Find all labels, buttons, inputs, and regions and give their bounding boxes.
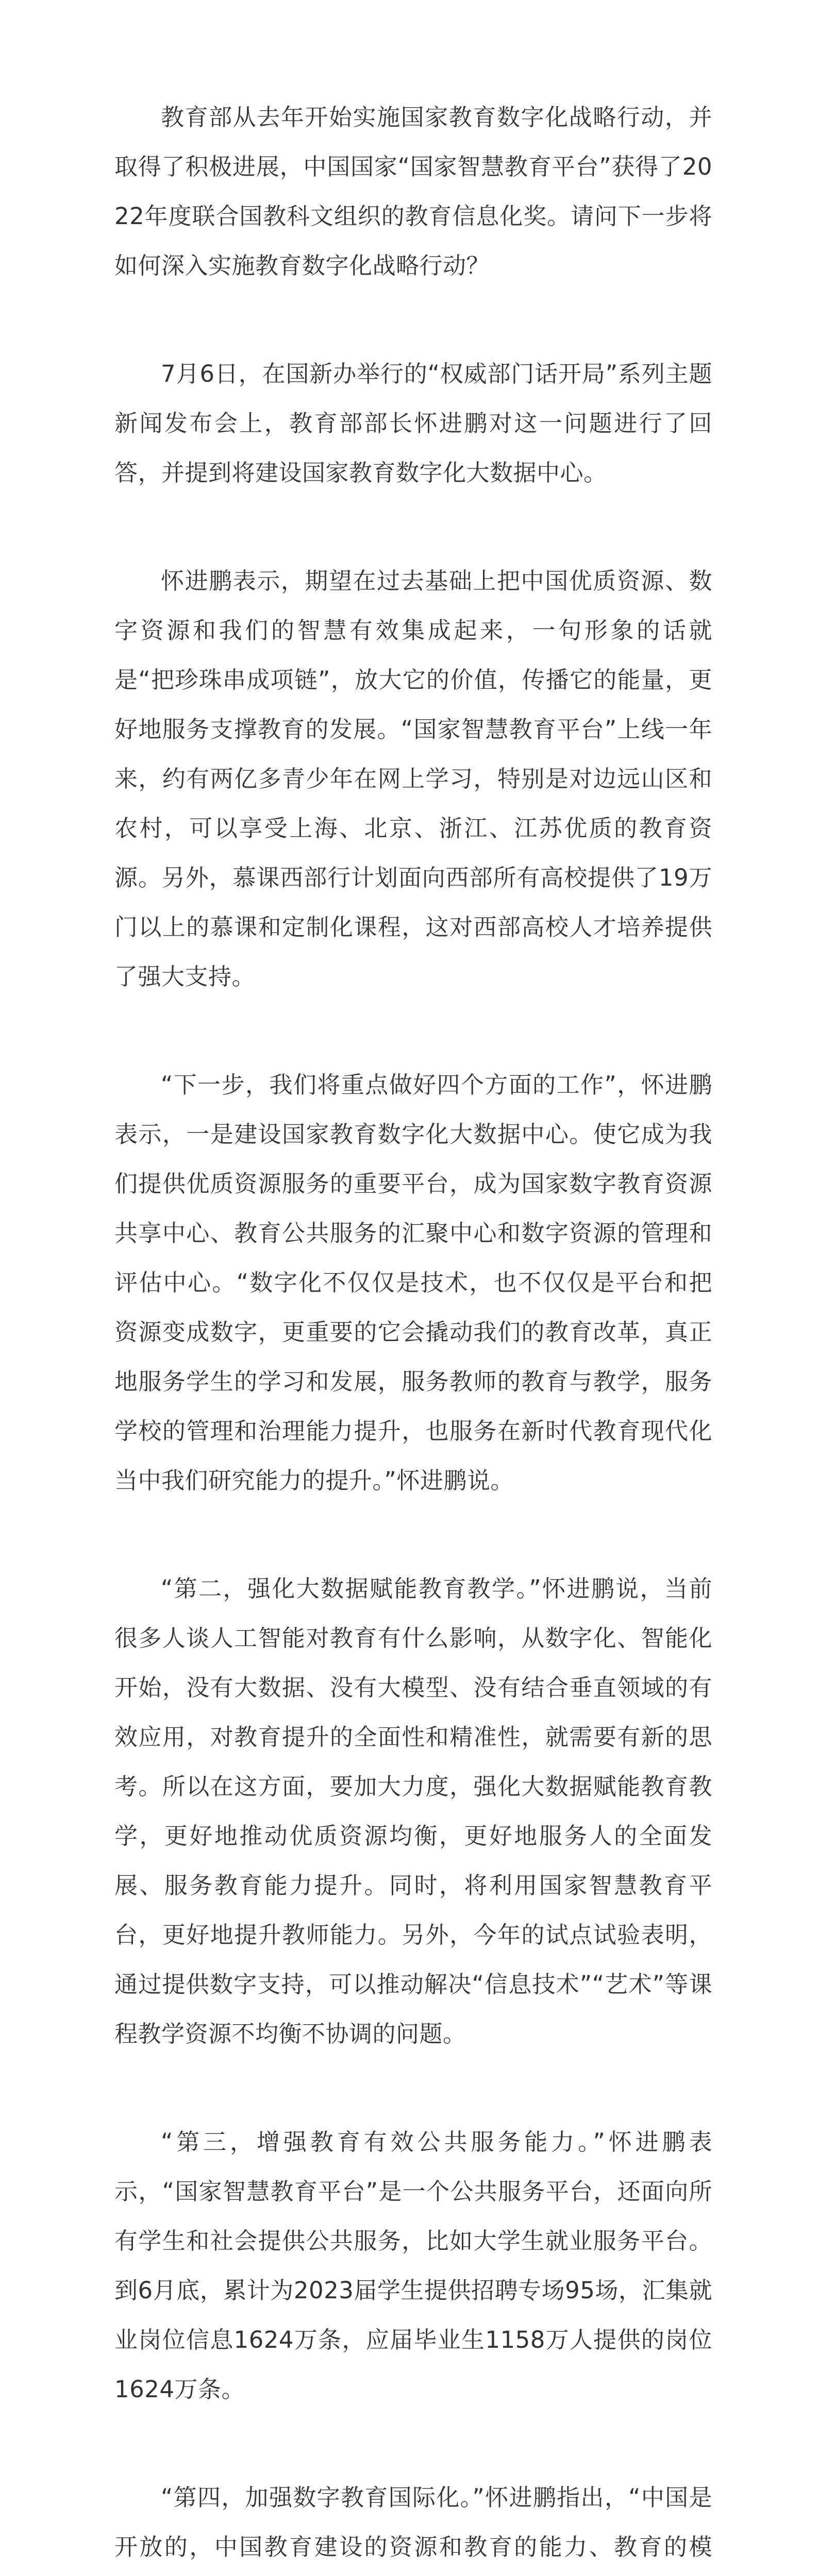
article-body	[114, 93, 712, 2576]
task-one-paragraph: “下一步，我们将重点做好四个方面的工作”，怀进鹏表示，一是建设国家教育数字化大数据中心。使它成为我们提供优质资源服务的重要平台，成为国家数字教育资源共享中心、教育公共服务的汇聚中心和数字资源的管理和评估中心。“数字化不仅仅是技术，也不仅仅是平台和把资源变成数字，更重要的它会撬动我们的教育改革，真正地服务学生的学习和发展，服务教师的教育与教学，服务学校的管理和治理能力提升，也服务在新时代教育现代化当中我们研究能力的提升。”怀进鹏说。	[114, 1071, 712, 1494]
platform-overview-paragraph: 怀进鹏表示，期望在过去基础上把中国优质资源、数字资源和我们的智慧有效集成起来，一句形象的话就是“把珍珠串成项链”，放大它的价值，传播它的能量，更好地服务支撑教育的发展。“国家智慧教育平台”上线一年来，约有两亿多青少年在网上学习，特别是对边远山区和农村，可以享受上海、北京、浙江、江苏优质的教育资源。另外，慕课西部行计划面向西部所有高校提供了19万门以上的慕课和定制化课程，这对西部高校人才培养提供了强大支持。	[114, 567, 712, 990]
press-conference-paragraph: 7月6日，在国新办举行的“权威部门话开局”系列主题新闻发布会上，教育部部长怀进鹏对这一问题进行了回答，并提到将建设国家教育数字化大数据中心。	[114, 360, 712, 486]
task-four-paragraph: “第四，加强数字教育国际化。”怀进鹏指出，“中国是开放的，中国教育建设的资源和教育的能力、教育的模	[114, 2484, 712, 2561]
task-two-paragraph: “第二，强化大数据赋能教育教学。”怀进鹏说，当前很多人谈人工智能对教育有什么影响，从数字化、智能化开始，没有大数据、没有大模型、没有结合垂直领域的有效应用，对教育提升的全面性和精准性，就需要有新的思考。所以在这方面，要加大力度，强化大数据赋能教育教学，更好地推动优质资源均衡，更好地服务人的全面发展、服务教育能力提升。同时，将利用国家智慧教育平台，更好地提升教师能力。另外，今年的试点试验表明，通过提供数字支持，可以推动解决“信息技术”“艺术”等课程教学资源不均衡不协调的问题。	[114, 1575, 712, 2047]
task-three-paragraph: “第三，增强教育有效公共服务能力。”怀进鹏表示，“国家智慧教育平台”是一个公共服务平台，还面向所有学生和社会提供公共服务，比如大学生就业服务平台。到6月底，累计为2023届学生提供招聘专场95场，汇集就业岗位信息1624万条，应届毕业生1158万人提供的岗位1624万条。	[114, 2128, 712, 2403]
question-paragraph: 教育部从去年开始实施国家教育数字化战略行动，并取得了积极进展，中国国家“国家智慧教育平台”获得了2022年度联合国教科文组织的教育信息化奖。请问下一步将如何深入实施教育数字化战略行动？	[114, 104, 712, 279]
